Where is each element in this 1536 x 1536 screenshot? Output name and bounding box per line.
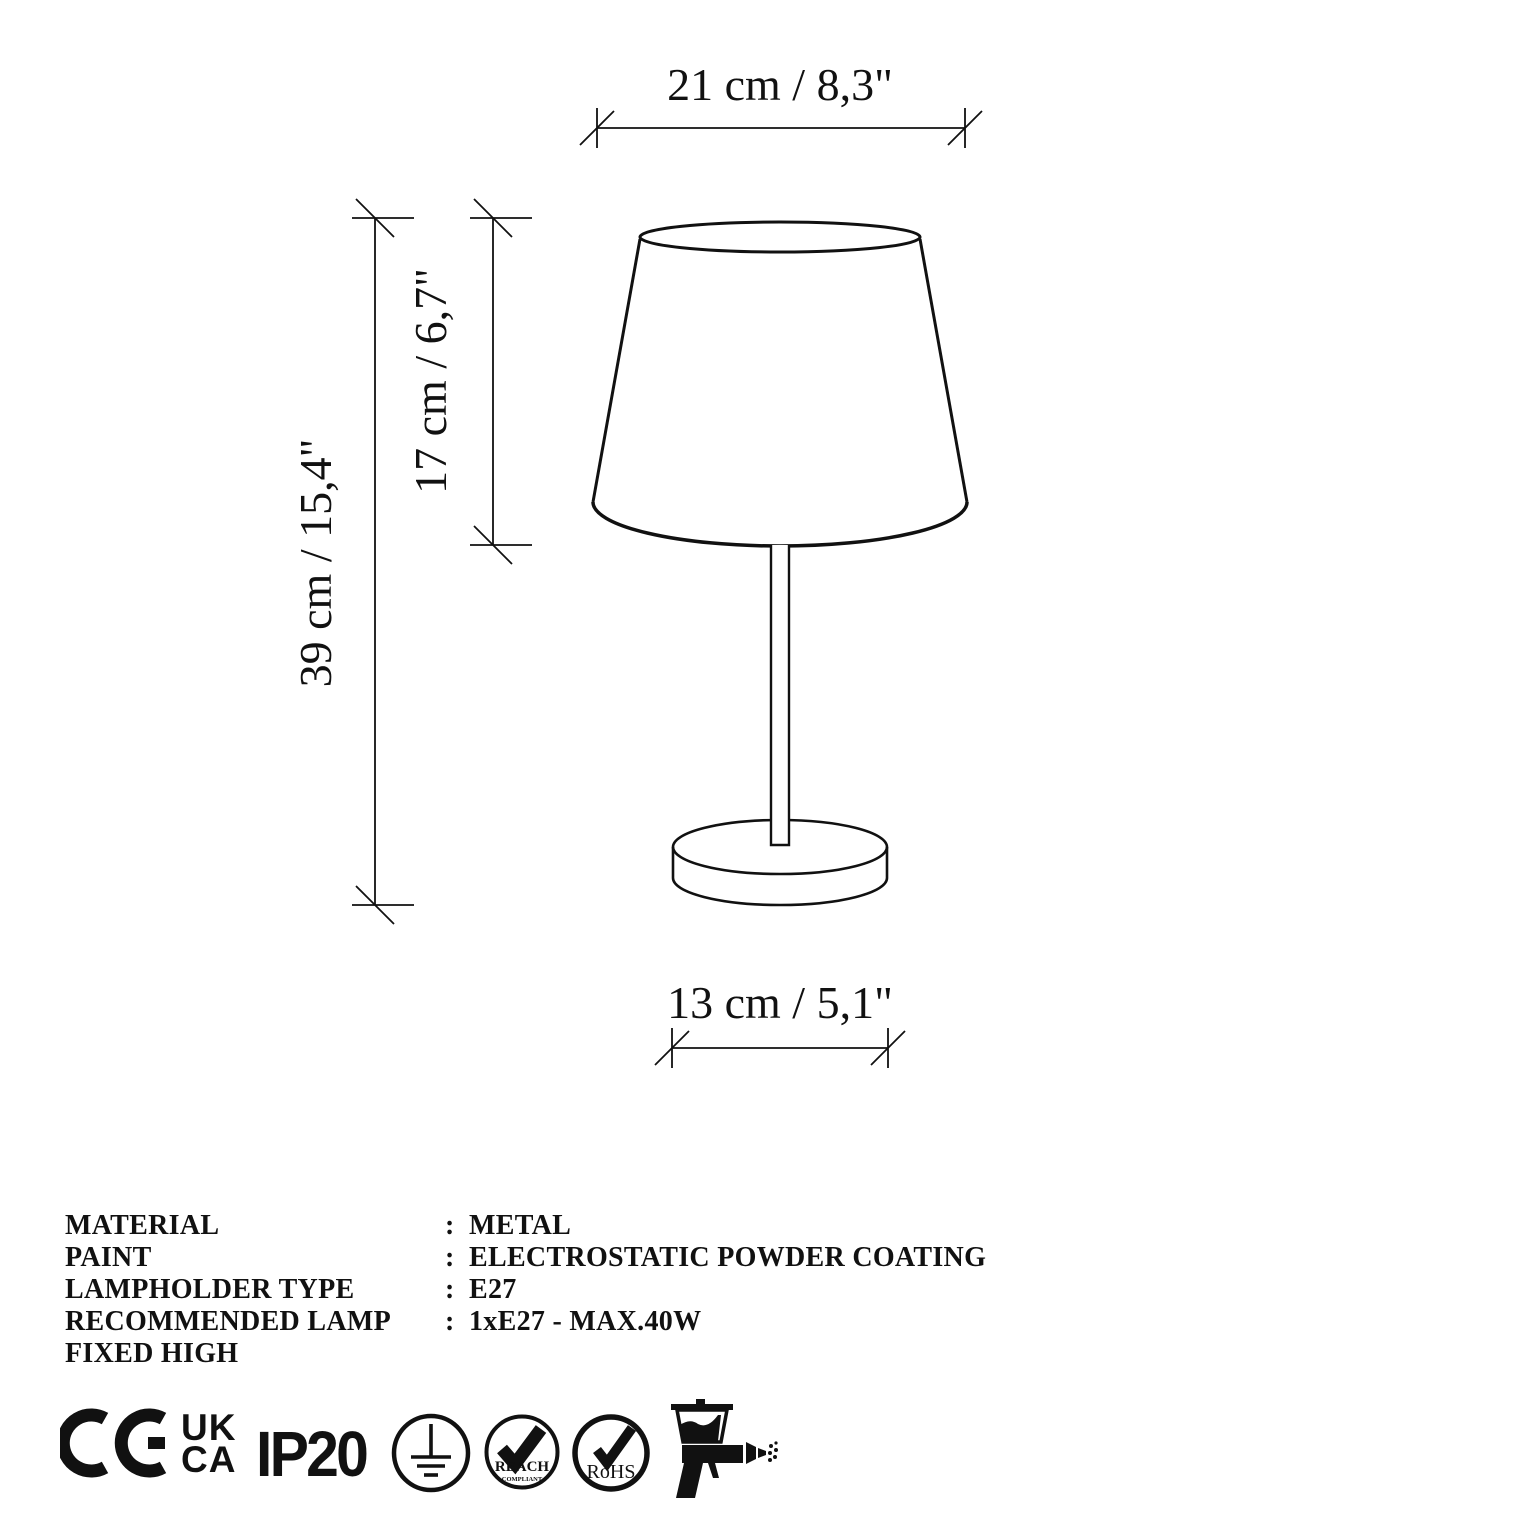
spec-value: 1xE27 - MAX.40W — [469, 1306, 702, 1337]
dimension-shade-height — [470, 199, 532, 564]
dimension-label-base-width: 13 cm / 5,1" — [667, 977, 893, 1028]
spec-colon: : — [445, 1306, 455, 1337]
spec-label: FIXED HIGH — [65, 1338, 239, 1369]
spec-row-paint — [65, 1242, 1165, 1274]
spec-colon: : — [445, 1242, 455, 1273]
dimension-label-total-height: 39 cm / 15,4" — [290, 438, 341, 688]
spec-value: ELECTROSTATIC POWDER COATING — [469, 1242, 987, 1273]
spray-paint-gun-icon — [658, 1398, 778, 1503]
spec-row-recommended-lamp — [65, 1306, 1165, 1338]
ip-rating-label: IP20 — [256, 1418, 367, 1490]
reach-sublabel: COMPLIANT — [501, 1476, 543, 1483]
protective-earth-class1-icon — [390, 1412, 472, 1494]
spec-label: MATERIAL — [65, 1210, 220, 1241]
dimension-label-shade-height: 17 cm / 6,7" — [405, 268, 456, 494]
dimension-base-width — [655, 1028, 905, 1068]
dimension-shade-width — [580, 108, 982, 148]
certification-badges — [0, 1390, 1536, 1530]
ce-mark-icon — [60, 1408, 180, 1493]
spec-value: E27 — [469, 1274, 517, 1305]
shade-left-side — [593, 239, 640, 502]
lamp-stem — [771, 545, 789, 845]
base-bottom-arc — [673, 878, 887, 905]
spec-label: LAMPHOLDER TYPE — [65, 1274, 355, 1305]
spec-label: PAINT — [65, 1242, 152, 1273]
spec-colon: : — [445, 1210, 455, 1241]
rohs-check-icon — [571, 1413, 651, 1493]
shade-right-side — [920, 239, 967, 502]
shade-bottom-arc — [593, 502, 967, 546]
spec-row-lampholder-type — [65, 1274, 1165, 1306]
shade-top-ellipse — [640, 222, 920, 252]
spec-table — [65, 1210, 1165, 1370]
spec-colon — [445, 1338, 469, 1370]
rohs-label: RoHS — [586, 1461, 636, 1483]
ukca-line1: UK — [181, 1407, 237, 1448]
ukca-line2: CA — [181, 1439, 237, 1480]
spec-row-material — [65, 1210, 1165, 1242]
reach-check-icon — [483, 1413, 561, 1491]
dimension-label-shade-width: 21 cm / 8,3" — [667, 59, 893, 110]
spec-label: RECOMMENDED LAMP — [65, 1306, 391, 1337]
ukca-mark — [181, 1407, 237, 1480]
spec-row-fixed-high — [65, 1338, 1165, 1370]
lamp-shade-outline — [593, 222, 967, 546]
reach-label: REACH — [494, 1459, 550, 1475]
spec-colon: : — [445, 1274, 455, 1305]
spec-value: METAL — [469, 1210, 572, 1241]
